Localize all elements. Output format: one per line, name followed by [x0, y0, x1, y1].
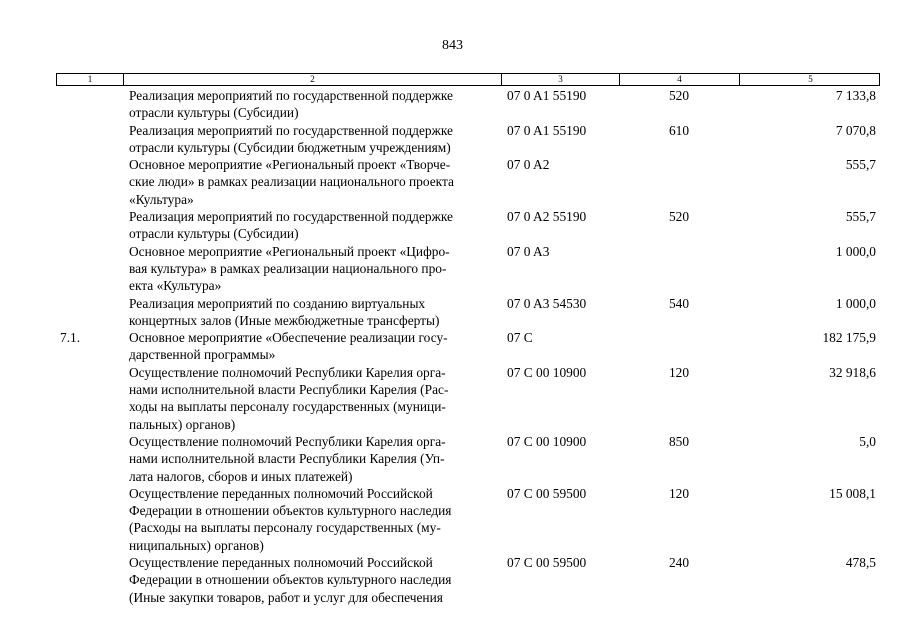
description-line: Основное мероприятие «Региональный проект «Цифро-: [129, 243, 450, 259]
row-number: [56, 554, 123, 606]
page-number: 843: [442, 38, 463, 53]
description-line: Федерации в отношении объектов культурного наследия: [129, 503, 452, 519]
table-row: [56, 156, 880, 208]
description-line: Реализация мероприятий по государственной поддержке: [129, 209, 453, 225]
row-number: [56, 243, 123, 295]
target-article-code: 07 0 A2 55190: [507, 209, 587, 225]
column-number-2: 2: [124, 74, 502, 85]
row-number: 7.1.: [60, 330, 81, 346]
description-line: ниципальных) органов): [129, 537, 264, 553]
description-line: нами исполнительной власти Республики Карелия (Уп-: [129, 451, 445, 467]
target-article-code: 07 C 00 10900: [507, 364, 587, 380]
amount-value: 32 918,6: [829, 364, 876, 380]
target-article-code: 07 C: [507, 330, 533, 346]
column-number-1: 1: [57, 74, 124, 85]
table-row: [56, 364, 880, 433]
description-line: ходы на выплаты персоналу государственных (муници-: [129, 399, 446, 415]
row-number: [56, 485, 123, 554]
row-number: [56, 364, 123, 433]
expense-type-code: 850: [668, 433, 690, 449]
description-line: (Расходы на выплаты персоналу государственных (му-: [129, 520, 441, 536]
expense-type-code: [619, 243, 739, 295]
description-line: отрасли культуры (Субсидии бюджетным учреждениям): [129, 139, 451, 155]
target-article-code: 07 0 A3 54530: [507, 295, 587, 311]
description-line: Осуществление полномочий Республики Карелия орга-: [129, 433, 446, 449]
amount-value: 15 008,1: [829, 485, 876, 501]
column-number-4: 4: [620, 74, 740, 85]
row-description: [123, 122, 501, 157]
expense-type-code: 120: [668, 485, 690, 501]
row-number: [56, 87, 123, 122]
description-line: вая культура» в рамках реализации национального про-: [129, 260, 447, 276]
target-article-code: 07 C 00 10900: [507, 433, 587, 449]
row-description: [123, 329, 501, 364]
table-row: [56, 122, 880, 157]
expense-type-code: 120: [668, 364, 690, 380]
row-description: [123, 554, 501, 606]
row-number: [56, 208, 123, 243]
row-description: [123, 433, 501, 485]
description-line: Реализация мероприятий по государственной поддержке: [129, 88, 453, 103]
column-number-3: 3: [502, 74, 620, 85]
expense-type-code: [619, 329, 739, 364]
description-line: отрасли культуры (Субсидии): [129, 226, 299, 242]
expense-type-code: 520: [668, 88, 690, 103]
amount-value: 5,0: [859, 433, 876, 449]
expense-type-code: 520: [668, 209, 690, 225]
table-row: [56, 554, 880, 606]
row-description: [123, 295, 501, 330]
description-line: дарственной программы»: [129, 347, 276, 363]
table-row: [56, 329, 880, 364]
amount-value: 555,7: [845, 209, 876, 225]
row-description: [123, 243, 501, 295]
row-number: [56, 433, 123, 485]
table-row: [56, 208, 880, 243]
description-line: отрасли культуры (Субсидии): [129, 105, 299, 121]
table-body: [56, 87, 880, 606]
description-line: Реализация мероприятий по государственной поддержке: [129, 122, 453, 138]
column-number-5: 5: [808, 74, 813, 84]
table-row: [56, 243, 880, 295]
table-row: [56, 485, 880, 554]
amount-value: 7 070,8: [835, 122, 876, 138]
table-row: [56, 295, 880, 330]
expense-type-code: 610: [668, 122, 690, 138]
row-description: [123, 87, 501, 122]
row-description: [123, 364, 501, 433]
description-line: (Иные закупки товаров, работ и услуг для обеспечения: [129, 589, 443, 605]
description-line: пальных) органов): [129, 416, 236, 432]
description-line: Осуществление переданных полномочий Российской: [129, 485, 433, 501]
table-row: [56, 433, 880, 485]
description-line: концертных залов (Иные межбюджетные трансферты): [129, 312, 440, 328]
expense-type-code: 540: [668, 295, 690, 311]
table-row: [56, 87, 880, 122]
description-line: екта «Культура»: [129, 278, 222, 294]
row-number: [56, 156, 123, 208]
expense-type-code: 240: [668, 555, 690, 571]
target-article-code: 07 C 00 59500: [507, 555, 587, 571]
row-number: [56, 295, 123, 330]
amount-value: 7 133,8: [835, 88, 876, 103]
description-line: Федерации в отношении объектов культурного наследия: [129, 572, 452, 588]
target-article-code: 07 0 A1 55190: [507, 88, 587, 103]
target-article-code: 07 C 00 59500: [507, 485, 587, 501]
amount-value: 1 000,0: [835, 243, 876, 259]
target-article-code: 07 0 A3: [507, 243, 550, 259]
description-line: ские люди» в рамках реализации национального проекта: [129, 174, 454, 190]
description-line: Реализация мероприятий по созданию виртуальных: [129, 295, 426, 311]
description-line: лата налогов, сборов и иных платежей): [129, 468, 353, 484]
description-line: «Культура»: [129, 191, 194, 207]
amount-value: 182 175,9: [822, 330, 876, 346]
row-description: [123, 156, 501, 208]
row-number: [56, 122, 123, 157]
target-article-code: 07 0 A2: [507, 157, 550, 173]
description-line: Основное мероприятие «Обеспечение реализации госу-: [129, 330, 448, 346]
amount-value: 555,7: [845, 157, 876, 173]
expense-type-code: [619, 156, 739, 208]
description-line: Осуществление переданных полномочий Российской: [129, 555, 433, 571]
description-line: Основное мероприятие «Региональный проект «Творче-: [129, 157, 451, 173]
row-description: [123, 208, 501, 243]
target-article-code: 07 0 A1 55190: [507, 122, 587, 138]
table-header: [56, 73, 880, 86]
amount-value: 478,5: [845, 555, 876, 571]
amount-value: 1 000,0: [835, 295, 876, 311]
description-line: Осуществление полномочий Республики Карелия орга-: [129, 364, 446, 380]
description-line: нами исполнительной власти Республики Карелия (Рас-: [129, 382, 449, 398]
row-description: [123, 485, 501, 554]
